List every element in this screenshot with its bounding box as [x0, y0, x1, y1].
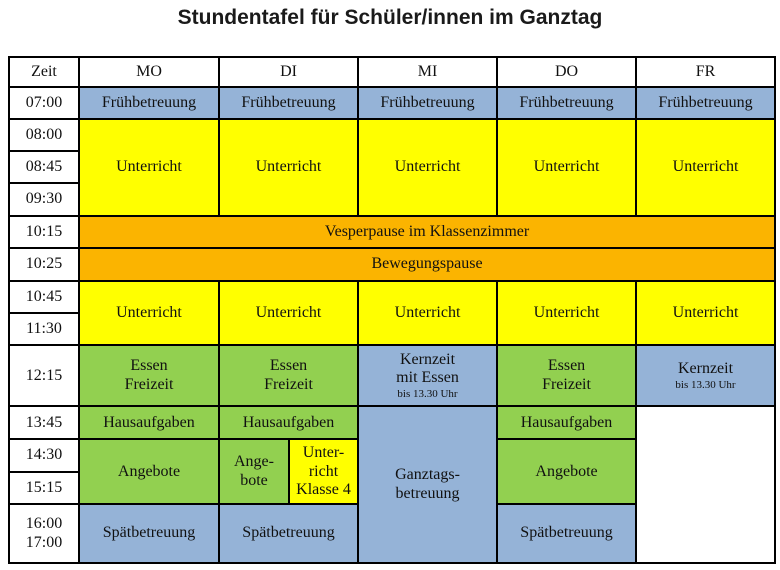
- cell-mi-ganztagsbetreuung: [358, 406, 497, 563]
- row-1015: [9, 216, 775, 248]
- cell-do-fruehbetreuung: Frühbetreuung: [497, 87, 636, 118]
- bote-label: bote: [240, 471, 268, 489]
- cell-fr-fruehbetreuung: Frühbetreuung: [636, 87, 775, 118]
- ange-label: Ange-: [234, 453, 274, 471]
- row-1345: [9, 406, 775, 439]
- time-1015: 10:15: [9, 216, 79, 248]
- row-1045: [9, 281, 775, 313]
- time-0700: 07:00: [9, 87, 79, 118]
- cell-mo-unterricht-1: Unterricht: [79, 119, 219, 216]
- cell-mi-unterricht-1: Unterricht: [358, 119, 497, 216]
- time-1600: 16:00: [25, 515, 63, 533]
- time-1025: 10:25: [9, 248, 79, 280]
- cell-fr-unterricht-1: Unterricht: [636, 119, 775, 216]
- time-0845: 08:45: [9, 151, 79, 183]
- mit-essen-label: mit Essen: [396, 369, 459, 387]
- cell-mi-fruehbetreuung: Frühbetreuung: [358, 87, 497, 118]
- row-0700: [9, 87, 775, 118]
- row-1025: [9, 248, 775, 280]
- bis-1330-label: bis 13.30 Uhr: [397, 387, 458, 400]
- time-1345: 13:45: [9, 406, 79, 439]
- cell-do-angebote: Angebote: [497, 439, 636, 504]
- unter-label: Unter-: [302, 444, 345, 462]
- time-1130: 11:30: [9, 313, 79, 345]
- time-1700: 17:00: [25, 533, 63, 551]
- richt-label: richt: [308, 462, 339, 480]
- header-zeit: Zeit: [9, 57, 79, 87]
- header-mi: MI: [358, 57, 497, 87]
- cell-do-unterricht-2: Unterricht: [497, 281, 636, 346]
- row-0800: [9, 119, 775, 151]
- cell-fr-unterricht-2: Unterricht: [636, 281, 775, 346]
- header-di: DI: [219, 57, 358, 87]
- cell-fr-kernzeit: [636, 345, 775, 406]
- cell-di-essen-freizeit: [219, 345, 358, 406]
- header-fr: FR: [636, 57, 775, 87]
- timetable: [8, 56, 776, 564]
- klasse4-label: Klasse 4: [296, 481, 351, 499]
- cell-do-spaetbetreuung: Spätbetreuung: [497, 504, 636, 563]
- header-mo: MO: [79, 57, 219, 87]
- cell-di-angebote: [219, 439, 289, 504]
- page-title: Stundentafel für Schüler/innen im Ganztag: [177, 6, 603, 29]
- time-1515: 15:15: [9, 472, 79, 504]
- cell-mo-essen-freizeit: [79, 345, 219, 406]
- cell-di-fruehbetreuung: Frühbetreuung: [219, 87, 358, 118]
- essen-label: Essen: [547, 357, 586, 375]
- cell-do-hausaufgaben: Hausaufgaben: [497, 406, 636, 439]
- cell-di-unterricht-klasse4: [289, 439, 358, 504]
- cell-di-hausaufgaben: Hausaufgaben: [219, 406, 358, 439]
- cell-do-essen-freizeit: [497, 345, 636, 406]
- cell-mo-spaetbetreuung: Spätbetreuung: [79, 504, 219, 563]
- essen-label: Essen: [130, 357, 168, 375]
- cell-fr-empty: [636, 406, 775, 563]
- cell-do-unterricht-1: Unterricht: [497, 119, 636, 216]
- cell-mo-fruehbetreuung: Frühbetreuung: [79, 87, 219, 118]
- time-1430: 14:30: [9, 439, 79, 471]
- cell-mi-unterricht-2: Unterricht: [358, 281, 497, 346]
- row-1215: [9, 345, 775, 406]
- cell-mi-kernzeit: [358, 345, 497, 406]
- bis-1330-label: bis 13.30 Uhr: [675, 378, 736, 391]
- essen-label: Essen: [269, 357, 308, 375]
- time-0930: 09:30: [9, 183, 79, 215]
- cell-mo-angebote: Angebote: [79, 439, 219, 504]
- ganztags-label: Ganztags-: [395, 466, 460, 484]
- header-do: DO: [497, 57, 636, 87]
- cell-mo-hausaufgaben: Hausaufgaben: [79, 406, 219, 439]
- time-1045: 10:45: [9, 281, 79, 313]
- freizeit-label: Freizeit: [124, 375, 174, 393]
- cell-di-unterricht-2: Unterricht: [219, 281, 358, 346]
- cell-vesperpause: Vesperpause im Klassenzimmer: [79, 216, 775, 248]
- freizeit-label: Freizeit: [542, 375, 591, 393]
- header-row: [9, 57, 775, 87]
- time-1600-1700: [9, 504, 79, 563]
- freizeit-label: Freizeit: [264, 375, 313, 393]
- time-1215: 12:15: [9, 345, 79, 406]
- cell-di-spaetbetreuung: Spätbetreuung: [219, 504, 358, 563]
- cell-bewegungspause: Bewegungspause: [79, 248, 775, 280]
- kernzeit-label: Kernzeit: [399, 350, 456, 368]
- betreuung-label: betreuung: [395, 484, 460, 502]
- cell-di-unterricht-1: Unterricht: [219, 119, 358, 216]
- cell-mo-unterricht-2: Unterricht: [79, 281, 219, 346]
- time-0800: 08:00: [9, 119, 79, 151]
- kernzeit-label: Kernzeit: [677, 360, 734, 378]
